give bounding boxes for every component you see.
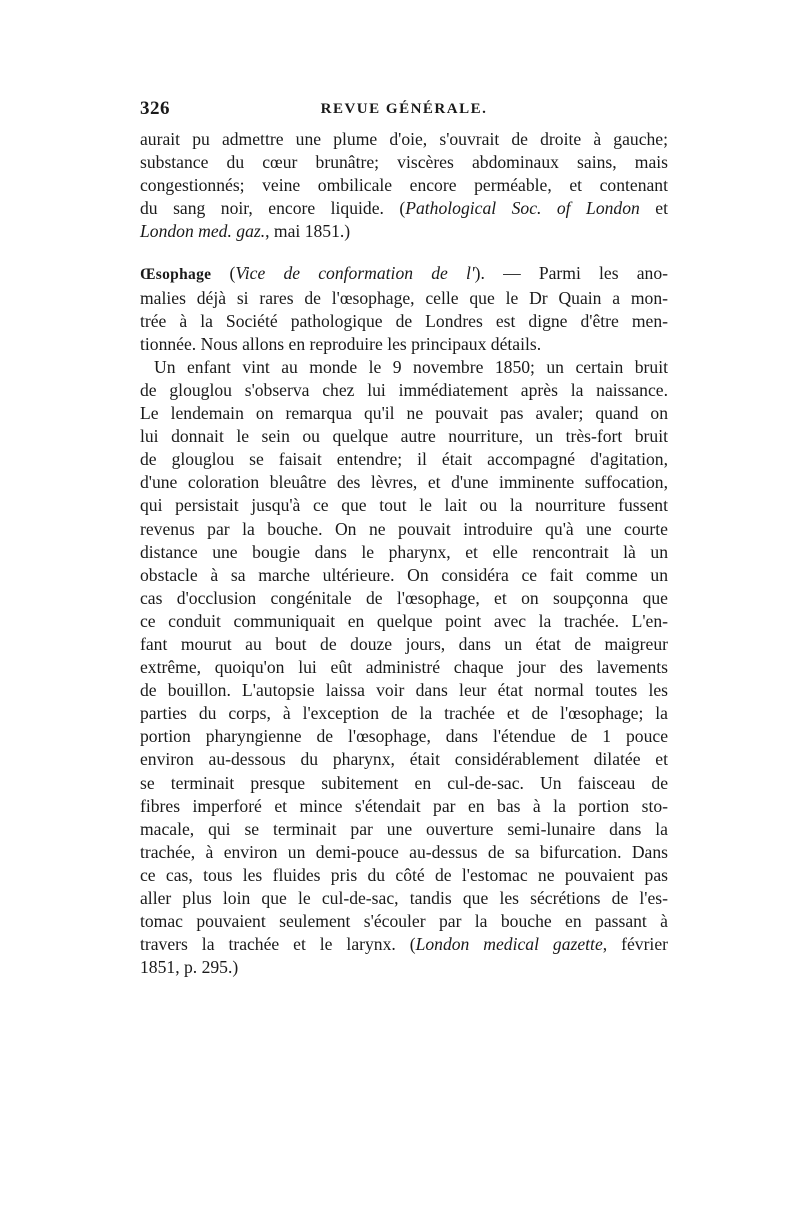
text-line: ce conduit communiquait en quelque point avec la trachée. L'en- <box>140 610 668 631</box>
text-line: macale, qui se terminait par une ouverture semi-lunaire dans la <box>140 818 668 839</box>
text-line: de bouillon. L'autopsie laissa voir dans leur état normal toutes les <box>140 680 668 701</box>
text-line: cas d'occlusion congénitale de l'œsophage, et on soupçonna que <box>140 587 668 608</box>
text-line: de glouglou se faisait entendre; il était accompagné d'agitation, <box>140 449 668 470</box>
text-line <box>140 197 668 220</box>
text-line: trée à la Société pathologique de Londres est digne d'être men- <box>140 310 668 331</box>
text-line: distance une bougie dans le pharynx, et elle rencontrait là un <box>140 541 668 562</box>
text-line: d'une coloration bleuâtre des lèvres, et d'une imminente suffocation, <box>140 472 668 493</box>
text-line: aller plus loin que le cul-de-sac, tandis que les sécrétions de l'es- <box>140 888 668 908</box>
text-run: travers la trachée et le larynx. ( <box>140 934 416 955</box>
running-head <box>140 98 668 128</box>
text-line: tomac pouvaient seulement s'écouler par la bouche en passant à <box>140 911 668 932</box>
text-line: substance du cœur brunâtre; viscères abdominaux sains, mais <box>140 152 668 173</box>
citation-italic: Pathological Soc. of London <box>405 198 640 219</box>
text-line: aurait pu admettre une plume d'oie, s'ouvrait de droite à gauche; <box>140 129 668 149</box>
text-line: tionnée. Nous allons en reproduire les principaux détails. <box>140 333 542 354</box>
text-line: obstacle à sa marche ultérieure. On considéra ce fait comme un <box>140 564 668 585</box>
paragraph-case-description <box>140 356 668 980</box>
text-line <box>140 262 668 286</box>
citation-italic: London medical gazette <box>415 934 603 955</box>
text-line <box>140 933 668 956</box>
text-line: malies déjà si rares de l'œsophage, celle que le Dr Quain a mon- <box>140 287 668 308</box>
text-line: 1851, p. 295.) <box>140 957 239 978</box>
text-line: lui donnait le sein ou quelque autre nourriture, un très-fort bruit <box>140 426 668 447</box>
text-line: portion pharyngienne de l'œsophage, dans l'étendue de 1 pouce <box>140 726 668 747</box>
citation-italic: London med. gaz. <box>140 221 266 242</box>
text-run: ( <box>211 263 236 284</box>
running-title: REVUE GÉNÉRALE. <box>320 101 488 117</box>
text-run: ). — Parmi les ano- <box>474 263 668 284</box>
paragraph-gap <box>140 243 668 262</box>
paragraph-oesophage-intro <box>140 262 668 355</box>
section-heading: Œsophage <box>140 266 212 284</box>
text-line: fant mourut au bout de douze jours, dans un état de maigreur <box>140 633 668 654</box>
text-line: revenus par la bouche. On ne pouvait introduire qu'à une courte <box>140 518 668 539</box>
text-line: de glouglou s'observa chez lui immédiatement après la naissance. <box>140 379 668 400</box>
text-line: ce cas, tous les fluides pris du côté de l'estomac ne pouvaient pas <box>140 864 668 885</box>
text-run: du sang noir, encore liquide. ( <box>140 198 406 219</box>
text-line: fibres imperforé et mince s'étendait par en bas à la portion sto- <box>140 795 668 816</box>
text-line <box>140 220 668 243</box>
paragraph-previous-case <box>140 128 668 243</box>
text-line: qui persistait jusqu'à ce que tout le lait ou la nourriture fussent <box>140 495 668 516</box>
text-line: extrême, quoiqu'on lui eût administré chaque jour des lavements <box>140 657 668 678</box>
text-run: et <box>639 198 668 219</box>
text-line: Un enfant vint au monde le 9 novembre 1850; un certain bruit <box>154 356 668 377</box>
text-run: , février <box>602 934 668 955</box>
text-line: trachée, à environ un demi-pouce au-dessus de sa bifurcation. Dans <box>140 841 668 862</box>
text-line: parties du corps, à l'exception de la trachée et de l'œsophage; la <box>140 703 668 724</box>
body-text <box>140 128 668 979</box>
text-line: environ au-dessous du pharynx, était considérablement dilatée et <box>140 749 668 770</box>
text-line: se terminait presque subitement en cul-de-sac. Un faisceau de <box>140 772 668 793</box>
text-line: Le lendemain on remarqua qu'il ne pouvait pas avaler; quand on <box>140 403 668 424</box>
page-number: 326 <box>140 98 170 119</box>
text-line: congestionnés; veine ombilicale encore perméable, et contenant <box>140 175 668 196</box>
book-page <box>140 98 668 979</box>
text-run: , mai 1851.) <box>265 221 351 242</box>
subtitle-italic: Vice de conformation de l' <box>235 263 475 284</box>
